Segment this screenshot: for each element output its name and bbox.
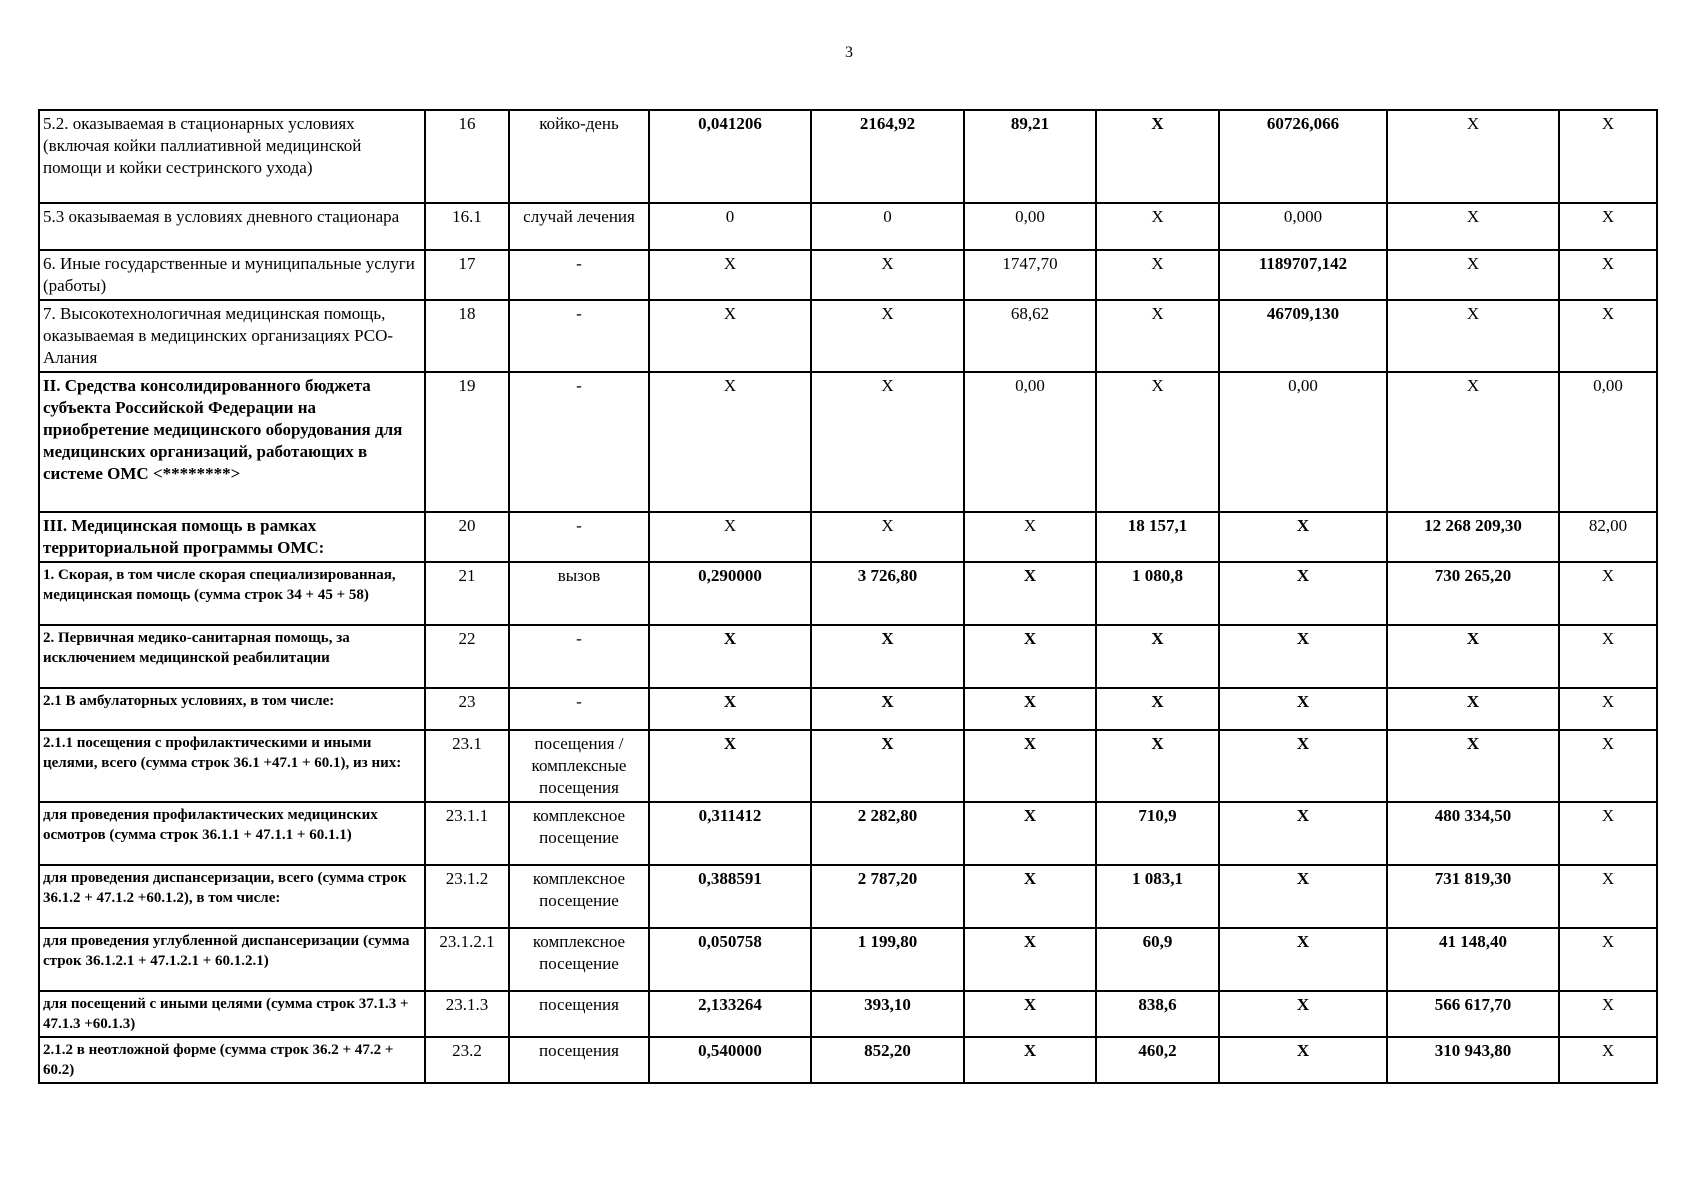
cell: 0,290000 [649,562,811,625]
cell: X [1387,625,1559,688]
row-name: 2.1.1 посещения с профилактическими и иными целями, всего (сумма строк 36.1 +47.1 + 60.1), из них: [39,730,425,802]
row-name: для посещений с иными целями (сумма строк 37.1.3 + 47.1.3 +60.1.3) [39,991,425,1037]
row-code: 22 [425,625,509,688]
row-unit: случай лечения [509,203,649,250]
cell: X [649,250,811,300]
cell: X [1559,991,1657,1037]
cell: X [964,625,1096,688]
cell: X [1096,250,1219,300]
table-row [39,625,1657,688]
cell: X [1219,512,1387,562]
cell: X [964,512,1096,562]
row-name: III. Медицинская помощь в рамках территориальной программы ОМС: [39,512,425,562]
row-code: 16 [425,110,509,203]
cell: X [1219,802,1387,865]
cell: X [649,625,811,688]
cell: X [1559,625,1657,688]
cell: 60,9 [1096,928,1219,991]
cell: 60726,066 [1219,110,1387,203]
cell: X [1096,688,1219,730]
table-row [39,300,1657,372]
cell: 18 157,1 [1096,512,1219,562]
row-code: 23.1 [425,730,509,802]
cell: 89,21 [964,110,1096,203]
row-code: 23.1.3 [425,991,509,1037]
row-code: 19 [425,372,509,512]
cell: 2 787,20 [811,865,964,928]
table-row [39,1037,1657,1083]
table-row [39,250,1657,300]
cell: 731 819,30 [1387,865,1559,928]
cell: X [811,512,964,562]
cell: X [1559,300,1657,372]
row-name: 5.3 оказываемая в условиях дневного стационара [39,203,425,250]
cell: X [964,928,1096,991]
cell: X [649,688,811,730]
cell: 0,00 [1219,372,1387,512]
cell: X [1096,372,1219,512]
row-code: 23.2 [425,1037,509,1083]
cell: X [1559,203,1657,250]
row-unit: - [509,300,649,372]
row-unit: - [509,688,649,730]
row-unit: комплексное посещение [509,928,649,991]
row-unit: комплексное посещение [509,802,649,865]
cell: 0,540000 [649,1037,811,1083]
cell: X [1387,300,1559,372]
cell: X [1219,625,1387,688]
row-code: 23.1.2 [425,865,509,928]
cell: X [964,802,1096,865]
row-name: 7. Высокотехнологичная медицинская помощь, оказываемая в медицинских организациях РСО-Алания [39,300,425,372]
row-unit: - [509,250,649,300]
cell: 68,62 [964,300,1096,372]
cell: X [1387,203,1559,250]
cell: 1 080,8 [1096,562,1219,625]
cell: X [1387,250,1559,300]
cell: 46709,130 [1219,300,1387,372]
cell: 41 148,40 [1387,928,1559,991]
cell: X [1219,928,1387,991]
cell: X [811,372,964,512]
cell: X [1096,730,1219,802]
row-name: 6. Иные государственные и муниципальные услуги (работы) [39,250,425,300]
cell: X [649,372,811,512]
cell: X [811,250,964,300]
cell: X [649,300,811,372]
row-code: 21 [425,562,509,625]
data-table [38,109,1658,1084]
row-unit: вызов [509,562,649,625]
table-row [39,203,1657,250]
cell: X [1559,1037,1657,1083]
cell: X [1559,110,1657,203]
table-row [39,562,1657,625]
cell: X [1387,730,1559,802]
cell: X [964,730,1096,802]
row-name: II. Средства консолидированного бюджета субъекта Российской Федерации на приобретение медицинского оборудования для медицинских организаций, работающих в системе ОМС <********> [39,372,425,512]
cell: 852,20 [811,1037,964,1083]
row-name: 2.1 В амбулаторных условиях, в том числе: [39,688,425,730]
cell: 0,00 [1559,372,1657,512]
cell: X [1559,865,1657,928]
cell: X [1559,928,1657,991]
row-code: 23.1.2.1 [425,928,509,991]
cell: 3 726,80 [811,562,964,625]
table-row [39,865,1657,928]
row-unit: посещения [509,1037,649,1083]
cell: 0,050758 [649,928,811,991]
cell: 480 334,50 [1387,802,1559,865]
cell: X [649,512,811,562]
cell: X [1559,730,1657,802]
cell: X [1219,1037,1387,1083]
cell: X [1096,625,1219,688]
cell: X [649,730,811,802]
cell: 0,000 [1219,203,1387,250]
cell: 460,2 [1096,1037,1219,1083]
cell: 0,388591 [649,865,811,928]
cell: X [1219,562,1387,625]
table-row [39,688,1657,730]
cell: 730 265,20 [1387,562,1559,625]
table-row [39,802,1657,865]
cell: X [964,991,1096,1037]
cell: 0,00 [964,372,1096,512]
row-name: 2.1.2 в неотложной форме (сумма строк 36.2 + 47.2 + 60.2) [39,1037,425,1083]
row-code: 23.1.1 [425,802,509,865]
table-row [39,928,1657,991]
row-name: для проведения углубленной диспансеризации (сумма строк 36.1.2.1 + 47.1.2.1 + 60.1.2.1) [39,928,425,991]
cell: X [1559,250,1657,300]
row-unit: комплексное посещение [509,865,649,928]
cell: X [964,688,1096,730]
cell: X [1219,730,1387,802]
table-row [39,110,1657,203]
cell: X [964,1037,1096,1083]
cell: 2164,92 [811,110,964,203]
cell: X [1559,562,1657,625]
page-number: 3 [845,44,853,61]
row-code: 18 [425,300,509,372]
cell: X [1559,802,1657,865]
cell: X [1096,300,1219,372]
row-name: 5.2. оказываемая в стационарных условиях (включая койки паллиативной медицинской помощи и койки сестринского ухода) [39,110,425,203]
table-row [39,991,1657,1037]
cell: X [1219,865,1387,928]
cell: X [1559,688,1657,730]
cell: 393,10 [811,991,964,1037]
row-name: 1. Скорая, в том числе скорая специализированная, медицинская помощь (сумма строк 34 + 45 + 58) [39,562,425,625]
cell: 0 [811,203,964,250]
cell: 2 282,80 [811,802,964,865]
cell: 310 943,80 [1387,1037,1559,1083]
row-unit: койко-день [509,110,649,203]
cell: 566 617,70 [1387,991,1559,1037]
cell: 82,00 [1559,512,1657,562]
row-unit: посещения [509,991,649,1037]
row-code: 20 [425,512,509,562]
table-row [39,512,1657,562]
row-code: 16.1 [425,203,509,250]
cell: X [1096,203,1219,250]
row-unit: - [509,372,649,512]
cell: X [811,625,964,688]
cell: 1 199,80 [811,928,964,991]
cell: 2,133264 [649,991,811,1037]
cell: X [1387,110,1559,203]
cell: X [811,300,964,372]
cell: 1 083,1 [1096,865,1219,928]
cell: X [1387,372,1559,512]
cell: 1189707,142 [1219,250,1387,300]
row-name: 2. Первичная медико-санитарная помощь, за исключением медицинской реабилитации [39,625,425,688]
cell: 0,311412 [649,802,811,865]
cell: X [1096,110,1219,203]
row-name: для проведения диспансеризации, всего (сумма строк 36.1.2 + 47.1.2 +60.1.2), в том числе: [39,865,425,928]
cell: 838,6 [1096,991,1219,1037]
cell: X [811,730,964,802]
table-row [39,730,1657,802]
cell: 0,041206 [649,110,811,203]
table-row [39,372,1657,512]
row-code: 23 [425,688,509,730]
cell: 0 [649,203,811,250]
cell: 0,00 [964,203,1096,250]
row-unit: - [509,625,649,688]
row-name: для проведения профилактических медицинских осмотров (сумма строк 36.1.1 + 47.1.1 + 60.1.1) [39,802,425,865]
cell: X [1219,991,1387,1037]
cell: X [1387,688,1559,730]
row-unit: - [509,512,649,562]
cell: 12 268 209,30 [1387,512,1559,562]
cell: X [1219,688,1387,730]
cell: X [964,562,1096,625]
cell: 710,9 [1096,802,1219,865]
cell: 1747,70 [964,250,1096,300]
cell: X [811,688,964,730]
row-code: 17 [425,250,509,300]
cell: X [964,865,1096,928]
row-unit: посещения / комплексные посещения [509,730,649,802]
